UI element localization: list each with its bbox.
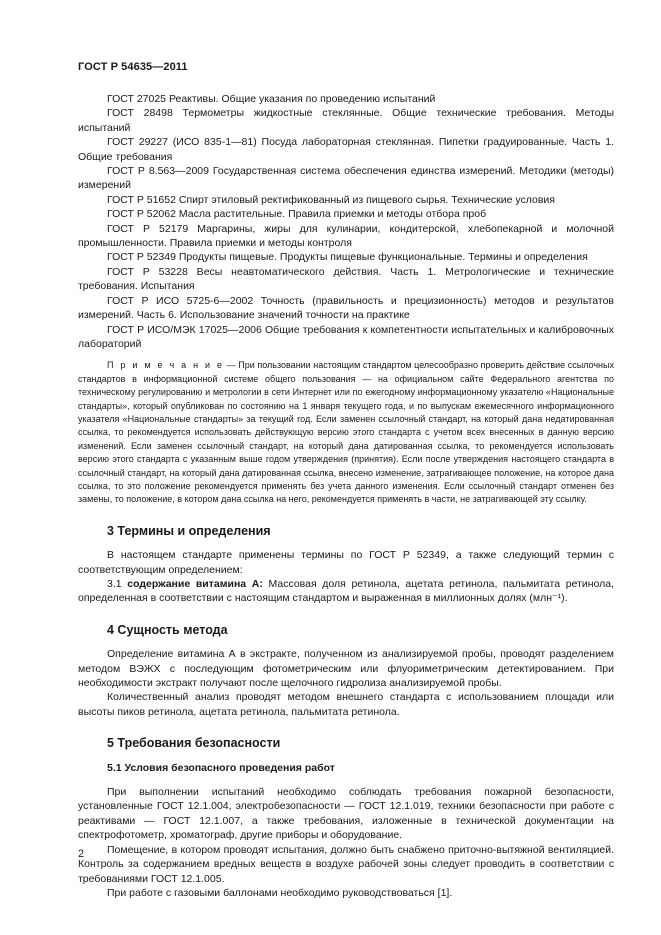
section-3-intro: В настоящем стандарте применены термины по ГОСТ Р 52349, а также следующий термин с соответствующим определением: — [78, 549, 614, 576]
note-text: — При пользовании настоящим стандартом целесообразно проверить действие ссылочных стандартов в информационной системе общего пользования — на официальном сайте Федерального агентства по техническому регулированию и метрологии в сети Интернет или по ежегодному информационному указателю «Национальные стандарты», который опубликован по состоянию на 1 января текущего года, и по выпускам ежемесячного информационного указателя «Национальные стандарты» за текущий год. Если заменен ссылочный стандарт, на который дана недатированная ссылка, то рекомендуется использовать действующую версию этого стандарта с учетом всех внесенных в данную версию изменений. Если заменен ссылочный стандарт, на который дана датированная ссылка, то рекомендуется использовать версию этого стандарта с указанным выше годом утверждения (принятия). Если после утверждения настоящего стандарта в ссылочный стандарт, на который дана датированная ссылка, внесено изменение, затрагивающее положение, на которое дана ссылка, то это положение рекомендуется применять без учета данного изменения. Если ссылочный стандарт отменен без замены, то положение, в котором дана ссылка на него, рекомендуется применять в части, не затрагивающей эту ссылку. — [78, 360, 614, 505]
section-4-paragraph: Определение витамина А в экстракте, полученном из анализируемой пробы, проводят разделением методом ВЭЖХ с последующим фотометрическим или флуориметрическим детектированием. При необходимости экстракт получают после щелочного гидролиза анализируемой пробы. — [78, 648, 614, 690]
reference-item: ГОСТ Р 51652 Спирт этиловый ректификованный из пищевого сырья. Технические условия — [107, 193, 555, 206]
reference-item: ГОСТ Р 53228 Весы неавтоматического действия. Часть 1. Метрологические и технические требования. Испытания — [78, 265, 614, 293]
reference-item: ГОСТ Р 52062 Масла растительные. Правила приемки и методы отбора проб — [107, 208, 487, 221]
section-4-heading: 4 Сущность метода — [107, 622, 228, 637]
note-paragraph — [78, 359, 614, 506]
reference-item: ГОСТ Р 8.563—2009 Государственная система обеспечения единства измерений. Методики (методы) измерений — [78, 165, 614, 192]
term-number: 3.1 — [107, 578, 128, 590]
term-definition — [78, 577, 614, 606]
term-definition-text: Массовая доля ретинола, ацетата ретинола, пальмитата ретинола, определенная в соответствии с настоящим стандартом и выраженная в миллионных долях (млн⁻¹). — [78, 578, 615, 605]
page-number: 2 — [78, 848, 85, 860]
normative-references-list — [78, 92, 614, 351]
reference-item: ГОСТ Р 52179 Маргарины, жиры для кулинарии, кондитерской, хлебопекарной и молочной промышленности. Правила приемки и методы контроля — [78, 222, 614, 250]
reference-item: ГОСТ 28498 Термометры жидкостные стеклянные. Общие технические требования. Методы испытаний — [78, 107, 614, 134]
reference-item: ГОСТ Р 52349 Продукты пищевые. Продукты пищевые функциональные. Термины и определения — [107, 251, 588, 264]
section-3-heading: 3 Термины и определения — [107, 523, 271, 538]
page-content — [78, 92, 614, 900]
note-label: П р и м е ч а н и е — [107, 360, 225, 371]
reference-item: ГОСТ Р ИСО 5725-6—2002 Точность (правильность и прецизионность) методов и результатов измерений. Часть 6. Использование значений точности на практике — [78, 294, 614, 322]
document-header: ГОСТ Р 54635—2011 — [78, 61, 188, 73]
section-5-paragraph: Помещение, в котором проводят испытания, должно быть снабжено приточно-вытяжной вентиляцией. Контроль за содержанием вредных веществ в воздухе рабочей зоны следует проводить в соответствии с требованиями ГОСТ 12.1.005. — [78, 843, 614, 885]
section-4-paragraph: Количественный анализ проводят методом внешнего стандарта с использованием площади или высоты пиков ретинола, ацетата ретинола, пальмитата ретинола. — [78, 691, 614, 718]
section-5-paragraph: При работе с газовыми баллонами необходимо руководствоваться [1]. — [107, 886, 453, 899]
subsection-5-1-heading: 5.1 Условия безопасного проведения работ — [107, 761, 335, 774]
reference-item: ГОСТ Р ИСО/МЭК 17025—2006 Общие требования к компетентности испытательных и калибровочных лабораторий — [78, 323, 614, 350]
section-5-heading: 5 Требования безопасности — [107, 736, 281, 751]
reference-item: ГОСТ 27025 Реактивы. Общие указания по проведению испытаний — [107, 93, 436, 105]
term-name: содержание витамина А: — [127, 578, 263, 590]
section-5-paragraph: При выполнении испытаний необходимо соблюдать требования пожарной безопасности, установленные ГОСТ 12.1.004, электробезопасности — ГОСТ 12.1.019, техники безопасности при работе с реактивами — ГОСТ 12.1.007, а также требования, изложенные в технической документации на спектрофотометр, хроматограф, другие приборы и оборудование. — [78, 786, 614, 842]
reference-item: ГОСТ 29227 (ИСО 835-1—81) Посуда лабораторная стеклянная. Пипетки градуированные. Часть 1. Общие требования — [78, 136, 614, 163]
